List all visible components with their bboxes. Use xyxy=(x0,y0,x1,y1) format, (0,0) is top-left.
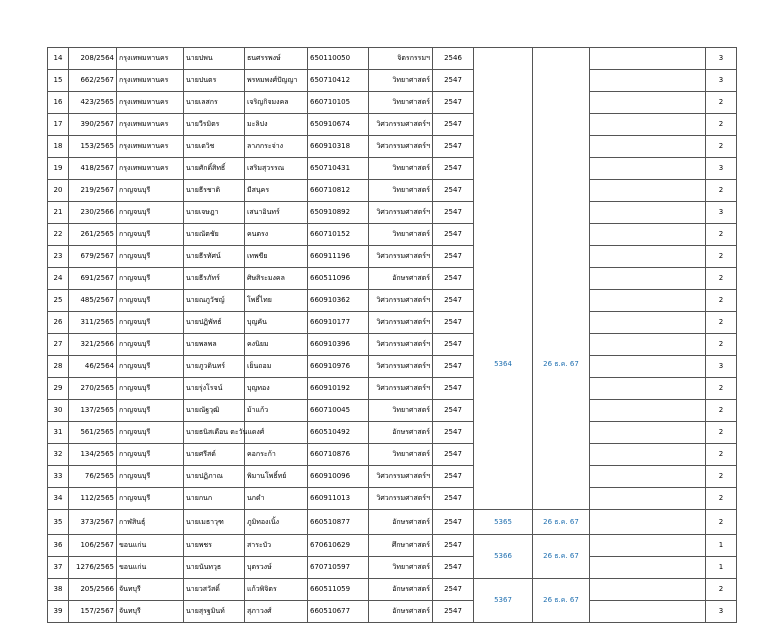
cell-prov: กรุงเทพมหานคร xyxy=(117,92,184,114)
cell-ln: มะลิปง xyxy=(245,114,308,136)
cell-prov: กาญจนบุรี xyxy=(117,202,184,224)
cell-doc: 261/2565 xyxy=(69,224,117,246)
cell-fn: นายศรีสต์ xyxy=(184,444,245,466)
table-row xyxy=(48,535,737,557)
cell-yr: 2546 xyxy=(433,48,474,70)
cell-yr: 2547 xyxy=(433,601,474,623)
cell-no: 17 xyxy=(48,114,69,136)
blank-cell xyxy=(590,290,706,312)
cell-prov: กรุงเทพมหานคร xyxy=(117,48,184,70)
cell-fn: นายพลพล xyxy=(184,334,245,356)
table-row xyxy=(48,70,737,92)
cell-doc: 46/2564 xyxy=(69,356,117,378)
blank-cell xyxy=(590,579,706,601)
cell-fac: วิทยาศาสตร์ xyxy=(369,92,433,114)
cell-doc: 106/2567 xyxy=(69,535,117,557)
cell-no: 25 xyxy=(48,290,69,312)
blank-cell xyxy=(590,466,706,488)
cell-doc: 219/2567 xyxy=(69,180,117,202)
table-row xyxy=(48,422,737,444)
cell-yr: 2547 xyxy=(433,180,474,202)
cell-doc: 561/2565 xyxy=(69,422,117,444)
cell-ln: โพธิ์ไทย xyxy=(245,290,308,312)
table-row xyxy=(48,180,737,202)
table-row xyxy=(48,290,737,312)
cell-fn: นายกนก xyxy=(184,488,245,510)
cell-fac: จิตรกรรมฯ xyxy=(369,48,433,70)
blank-cell xyxy=(590,312,706,334)
cell-ln: มีสนุคร xyxy=(245,180,308,202)
cell-yr: 2547 xyxy=(433,158,474,180)
cell-ln: พรหมพงศ์ปัญญา xyxy=(245,70,308,92)
cell-fn: นายศักดิ์สิทธิ์ xyxy=(184,158,245,180)
cell-yr: 2547 xyxy=(433,136,474,158)
cell-id: 660710876 xyxy=(308,444,369,466)
cell-fac: วิทยาศาสตร์ xyxy=(369,158,433,180)
cell-count: 3 xyxy=(706,356,737,378)
cell-id: 650710431 xyxy=(308,158,369,180)
blank-cell xyxy=(590,488,706,510)
cell-yr: 2547 xyxy=(433,312,474,334)
cell-id: 660510492 xyxy=(308,422,369,444)
cell-id: 660710152 xyxy=(308,224,369,246)
table-row xyxy=(48,224,737,246)
cell-id: 660710812 xyxy=(308,180,369,202)
cell-no: 18 xyxy=(48,136,69,158)
table-row xyxy=(48,114,737,136)
table-row xyxy=(48,557,737,579)
cell-doc: 662/2567 xyxy=(69,70,117,92)
cell-fn: นายรุ่งโรจน์ xyxy=(184,378,245,400)
cell-id: 650110050 xyxy=(308,48,369,70)
cell-no: 15 xyxy=(48,70,69,92)
cell-ln: เทพขีย xyxy=(245,246,308,268)
cell-fn: นายปนตร xyxy=(184,70,245,92)
cell-id: 660911196 xyxy=(308,246,369,268)
blank-cell xyxy=(590,535,706,557)
cell-prov: กรุงเทพมหานคร xyxy=(117,114,184,136)
cell-prov: กาญจนบุรี xyxy=(117,378,184,400)
cell-prov: กาญจนบุรี xyxy=(117,466,184,488)
cell-prov: กาญจนบุรี xyxy=(117,488,184,510)
cell-fac: วิศวกรรมศาสตร์ฯ xyxy=(369,290,433,312)
cell-count: 2 xyxy=(706,444,737,466)
cell-fn: นายณภูวัชญ์ xyxy=(184,290,245,312)
cell-count: 3 xyxy=(706,202,737,224)
table-row xyxy=(48,312,737,334)
cell-no: 31 xyxy=(48,422,69,444)
cell-no: 37 xyxy=(48,557,69,579)
cell-fn: นายวสวัสดิ์ xyxy=(184,579,245,601)
cell-ln: บุตรวงษ์ xyxy=(245,557,308,579)
cell-count: 3 xyxy=(706,601,737,623)
cell-count: 2 xyxy=(706,114,737,136)
cell-yr: 2547 xyxy=(433,334,474,356)
blank-cell xyxy=(590,557,706,579)
cell-fac: วิทยาศาสตร์ xyxy=(369,557,433,579)
cell-fac: วิศวกรรมศาสตร์ฯ xyxy=(369,378,433,400)
cell-prov: กาญจนบุรี xyxy=(117,312,184,334)
table-row xyxy=(48,510,737,535)
cell-no: 33 xyxy=(48,466,69,488)
cell-ln: บุญทอง xyxy=(245,378,308,400)
cell-count: 3 xyxy=(706,158,737,180)
cell-doc: 423/2565 xyxy=(69,92,117,114)
cell-id: 650910892 xyxy=(308,202,369,224)
cell-fn: นายสุรฐมินท์ xyxy=(184,601,245,623)
cell-fn: นายณัตชัย xyxy=(184,224,245,246)
blank-cell xyxy=(590,510,706,535)
cell-count: 2 xyxy=(706,180,737,202)
cell-count: 2 xyxy=(706,334,737,356)
cell-id: 660710105 xyxy=(308,92,369,114)
cell-doc: 208/2564 xyxy=(69,48,117,70)
cell-count: 1 xyxy=(706,535,737,557)
cell-doc: 390/2567 xyxy=(69,114,117,136)
cell-ln: เจริญกิจมงคล xyxy=(245,92,308,114)
cell-doc: 270/2565 xyxy=(69,378,117,400)
book-number: 5367 xyxy=(474,579,533,623)
cell-yr: 2547 xyxy=(433,114,474,136)
cell-count: 2 xyxy=(706,378,737,400)
cell-fn: นายวีรมิตร xyxy=(184,114,245,136)
cell-fac: วิศวกรรมศาสตร์ฯ xyxy=(369,488,433,510)
cell-doc: 137/2565 xyxy=(69,400,117,422)
cell-no: 23 xyxy=(48,246,69,268)
cell-id: 660510677 xyxy=(308,601,369,623)
cell-yr: 2547 xyxy=(433,444,474,466)
cell-count: 2 xyxy=(706,579,737,601)
cell-fac: วิทยาศาสตร์ xyxy=(369,400,433,422)
cell-id: 660710045 xyxy=(308,400,369,422)
cell-ln: ภูมิทองเนิ้ง xyxy=(245,510,308,535)
cell-count: 2 xyxy=(706,246,737,268)
cell-no: 34 xyxy=(48,488,69,510)
cell-doc: 485/2567 xyxy=(69,290,117,312)
cell-id: 660511059 xyxy=(308,579,369,601)
table-row xyxy=(48,136,737,158)
cell-fn: นายณัฐวุฒิ xyxy=(184,400,245,422)
table-row xyxy=(48,400,737,422)
cell-count: 1 xyxy=(706,557,737,579)
cell-yr: 2547 xyxy=(433,510,474,535)
blank-cell xyxy=(590,601,706,623)
cell-id: 660910318 xyxy=(308,136,369,158)
cell-prov: กาญจนบุรี xyxy=(117,400,184,422)
cell-yr: 2547 xyxy=(433,488,474,510)
cell-ln: ธนศรรพงษ์ xyxy=(245,48,308,70)
cell-fn: นายปพน xyxy=(184,48,245,70)
cell-ln: ศิษสิระมงคล xyxy=(245,268,308,290)
blank-cell xyxy=(590,202,706,224)
blank-cell xyxy=(590,158,706,180)
cell-prov: กาญจนบุรี xyxy=(117,422,184,444)
cell-prov: กรุงเทพมหานคร xyxy=(117,70,184,92)
cell-prov: ขอนแก่น xyxy=(117,557,184,579)
cell-fac: อักษรศาสตร์ xyxy=(369,422,433,444)
cell-fac: วิทยาศาสตร์ xyxy=(369,444,433,466)
cell-doc: 230/2566 xyxy=(69,202,117,224)
cell-count: 2 xyxy=(706,268,737,290)
cell-count: 2 xyxy=(706,312,737,334)
cell-fn: นายธีรภัทร์ xyxy=(184,268,245,290)
cell-doc: 418/2567 xyxy=(69,158,117,180)
blank-cell xyxy=(590,48,706,70)
cell-ln: ลาภกระจ่าง xyxy=(245,136,308,158)
cell-yr: 2547 xyxy=(433,224,474,246)
table-row xyxy=(48,92,737,114)
cell-no: 32 xyxy=(48,444,69,466)
cell-yr: 2547 xyxy=(433,557,474,579)
cell-ln: สุภาวงศ์ xyxy=(245,601,308,623)
cell-ln: เสนาอินทร์ xyxy=(245,202,308,224)
cell-ln: บุญคัน xyxy=(245,312,308,334)
cell-prov: กรุงเทพมหานคร xyxy=(117,158,184,180)
cell-prov: กาญจนบุรี xyxy=(117,268,184,290)
blank-cell xyxy=(590,246,706,268)
blank-cell xyxy=(590,356,706,378)
cell-fn: นายพชร xyxy=(184,535,245,557)
cell-prov: กาญจนบุรี xyxy=(117,180,184,202)
cell-ln: นกดำ xyxy=(245,488,308,510)
book-date: 26 ธ.ค. 67 xyxy=(533,510,590,535)
cell-doc: 1276/2565 xyxy=(69,557,117,579)
cell-yr: 2547 xyxy=(433,92,474,114)
cell-ln: ม้าแก้ว xyxy=(245,400,308,422)
cell-yr: 2547 xyxy=(433,422,474,444)
cell-id: 660910362 xyxy=(308,290,369,312)
table-row xyxy=(48,48,737,70)
cell-no: 22 xyxy=(48,224,69,246)
cell-prov: กาญจนบุรี xyxy=(117,444,184,466)
cell-fac: วิศวกรรมศาสตร์ฯ xyxy=(369,356,433,378)
cell-count: 3 xyxy=(706,70,737,92)
cell-fac: อักษรศาสตร์ xyxy=(369,601,433,623)
cell-doc: 76/2565 xyxy=(69,466,117,488)
cell-id: 670710597 xyxy=(308,557,369,579)
cell-prov: กาญจนบุรี xyxy=(117,334,184,356)
cell-yr: 2547 xyxy=(433,202,474,224)
cell-id: 660911013 xyxy=(308,488,369,510)
cell-fn: นายเลสกร xyxy=(184,92,245,114)
cell-fn: นายเจษฎา xyxy=(184,202,245,224)
cell-count: 2 xyxy=(706,224,737,246)
cell-fac: วิศวกรรมศาสตร์ฯ xyxy=(369,202,433,224)
cell-count: 2 xyxy=(706,290,737,312)
table-row xyxy=(48,268,737,290)
cell-ln: คอกระก้า xyxy=(245,444,308,466)
cell-no: 29 xyxy=(48,378,69,400)
cell-fn: นายธนิสเดือน ตะวันแดงศ์ xyxy=(184,422,245,444)
cell-no: 39 xyxy=(48,601,69,623)
book-number: 5364 xyxy=(474,48,533,510)
cell-id: 660511096 xyxy=(308,268,369,290)
cell-no: 36 xyxy=(48,535,69,557)
cell-yr: 2547 xyxy=(433,268,474,290)
cell-fac: วิศวกรรมศาสตร์ฯ xyxy=(369,114,433,136)
cell-fac: อักษรศาสตร์ xyxy=(369,510,433,535)
blank-cell xyxy=(590,70,706,92)
cell-id: 660910096 xyxy=(308,466,369,488)
cell-id: 650710412 xyxy=(308,70,369,92)
cell-count: 2 xyxy=(706,136,737,158)
cell-prov: กาญจนบุรี xyxy=(117,290,184,312)
cell-yr: 2547 xyxy=(433,400,474,422)
book-date: 26 ธ.ค. 67 xyxy=(533,535,590,579)
cell-fn: นายเตวิช xyxy=(184,136,245,158)
cell-no: 20 xyxy=(48,180,69,202)
cell-doc: 157/2567 xyxy=(69,601,117,623)
cell-prov: จันทบุรี xyxy=(117,601,184,623)
cell-prov: กาฬสินธุ์ xyxy=(117,510,184,535)
cell-id: 660910192 xyxy=(308,378,369,400)
book-number: 5366 xyxy=(474,535,533,579)
blank-cell xyxy=(590,378,706,400)
cell-id: 670610629 xyxy=(308,535,369,557)
cell-fac: วิศวกรรมศาสตร์ฯ xyxy=(369,136,433,158)
cell-ln: สาระบัว xyxy=(245,535,308,557)
table-row xyxy=(48,601,737,623)
cell-ln: เสริมสุวรรณ xyxy=(245,158,308,180)
cell-doc: 691/2567 xyxy=(69,268,117,290)
cell-yr: 2547 xyxy=(433,246,474,268)
cell-doc: 134/2565 xyxy=(69,444,117,466)
table-row xyxy=(48,356,737,378)
book-number: 5365 xyxy=(474,510,533,535)
cell-prov: ขอนแก่น xyxy=(117,535,184,557)
cell-no: 35 xyxy=(48,510,69,535)
cell-count: 2 xyxy=(706,92,737,114)
book-date: 26 ธ.ค. 67 xyxy=(533,48,590,510)
table-row xyxy=(48,246,737,268)
blank-cell xyxy=(590,92,706,114)
blank-cell xyxy=(590,444,706,466)
cell-id: 660910396 xyxy=(308,334,369,356)
cell-fac: อักษรศาสตร์ xyxy=(369,268,433,290)
cell-ln: แก้วพิจิตร xyxy=(245,579,308,601)
cell-id: 660510877 xyxy=(308,510,369,535)
cell-fac: วิศวกรรมศาสตร์ฯ xyxy=(369,312,433,334)
cell-fn: นายปฏิภาณ xyxy=(184,466,245,488)
cell-yr: 2547 xyxy=(433,535,474,557)
cell-yr: 2547 xyxy=(433,378,474,400)
cell-no: 30 xyxy=(48,400,69,422)
table-row xyxy=(48,488,737,510)
cell-yr: 2547 xyxy=(433,70,474,92)
table-row xyxy=(48,444,737,466)
cell-doc: 205/2566 xyxy=(69,579,117,601)
cell-fn: นายธีรชาติ xyxy=(184,180,245,202)
cell-fac: วิทยาศาสตร์ xyxy=(369,224,433,246)
table-row xyxy=(48,158,737,180)
cell-no: 19 xyxy=(48,158,69,180)
cell-doc: 321/2566 xyxy=(69,334,117,356)
cell-count: 2 xyxy=(706,488,737,510)
cell-no: 21 xyxy=(48,202,69,224)
student-table xyxy=(47,47,737,623)
cell-fn: นายนันทวุธ xyxy=(184,557,245,579)
cell-no: 16 xyxy=(48,92,69,114)
cell-prov: กาญจนบุรี xyxy=(117,224,184,246)
blank-cell xyxy=(590,136,706,158)
blank-cell xyxy=(590,268,706,290)
cell-fn: นายภูวดินทร์ xyxy=(184,356,245,378)
cell-doc: 679/2567 xyxy=(69,246,117,268)
cell-ln: คนตรง xyxy=(245,224,308,246)
cell-fn: นายธีรทัศน์ xyxy=(184,246,245,268)
cell-prov: กาญจนบุรี xyxy=(117,356,184,378)
cell-doc: 373/2567 xyxy=(69,510,117,535)
blank-cell xyxy=(590,114,706,136)
cell-count: 2 xyxy=(706,510,737,535)
blank-cell xyxy=(590,334,706,356)
cell-count: 2 xyxy=(706,422,737,444)
cell-ln: พิมานโพธิ์ทย์ xyxy=(245,466,308,488)
cell-fn: นายเมธาวุฑ xyxy=(184,510,245,535)
cell-fac: ศึกษาศาสตร์ xyxy=(369,535,433,557)
cell-no: 24 xyxy=(48,268,69,290)
table-row xyxy=(48,466,737,488)
cell-yr: 2547 xyxy=(433,466,474,488)
book-date: 26 ธ.ค. 67 xyxy=(533,579,590,623)
cell-prov: กาญจนบุรี xyxy=(117,246,184,268)
cell-id: 660910177 xyxy=(308,312,369,334)
cell-count: 3 xyxy=(706,48,737,70)
blank-cell xyxy=(590,224,706,246)
cell-doc: 112/2565 xyxy=(69,488,117,510)
cell-no: 26 xyxy=(48,312,69,334)
cell-id: 660910976 xyxy=(308,356,369,378)
cell-fn: นายปฏิพัทธ์ xyxy=(184,312,245,334)
cell-fac: วิศวกรรมศาสตร์ฯ xyxy=(369,466,433,488)
cell-yr: 2547 xyxy=(433,356,474,378)
cell-ln: เย็นถอม xyxy=(245,356,308,378)
cell-no: 38 xyxy=(48,579,69,601)
cell-yr: 2547 xyxy=(433,579,474,601)
table-row xyxy=(48,579,737,601)
table-row xyxy=(48,378,737,400)
cell-count: 2 xyxy=(706,466,737,488)
cell-fac: อักษรศาสตร์ xyxy=(369,579,433,601)
cell-doc: 311/2565 xyxy=(69,312,117,334)
cell-doc: 153/2565 xyxy=(69,136,117,158)
cell-ln: คงนิยม xyxy=(245,334,308,356)
cell-count: 2 xyxy=(706,400,737,422)
blank-cell xyxy=(590,400,706,422)
cell-no: 28 xyxy=(48,356,69,378)
table-row xyxy=(48,202,737,224)
cell-yr: 2547 xyxy=(433,290,474,312)
cell-no: 14 xyxy=(48,48,69,70)
blank-cell xyxy=(590,422,706,444)
cell-fac: วิทยาศาสตร์ xyxy=(369,70,433,92)
cell-fac: วิทยาศาสตร์ xyxy=(369,180,433,202)
cell-no: 27 xyxy=(48,334,69,356)
cell-fac: วิศวกรรมศาสตร์ฯ xyxy=(369,334,433,356)
cell-prov: กรุงเทพมหานคร xyxy=(117,136,184,158)
cell-prov: จันทบุรี xyxy=(117,579,184,601)
blank-cell xyxy=(590,180,706,202)
table-row xyxy=(48,334,737,356)
cell-fac: วิศวกรรมศาสตร์ฯ xyxy=(369,246,433,268)
cell-id: 650910674 xyxy=(308,114,369,136)
